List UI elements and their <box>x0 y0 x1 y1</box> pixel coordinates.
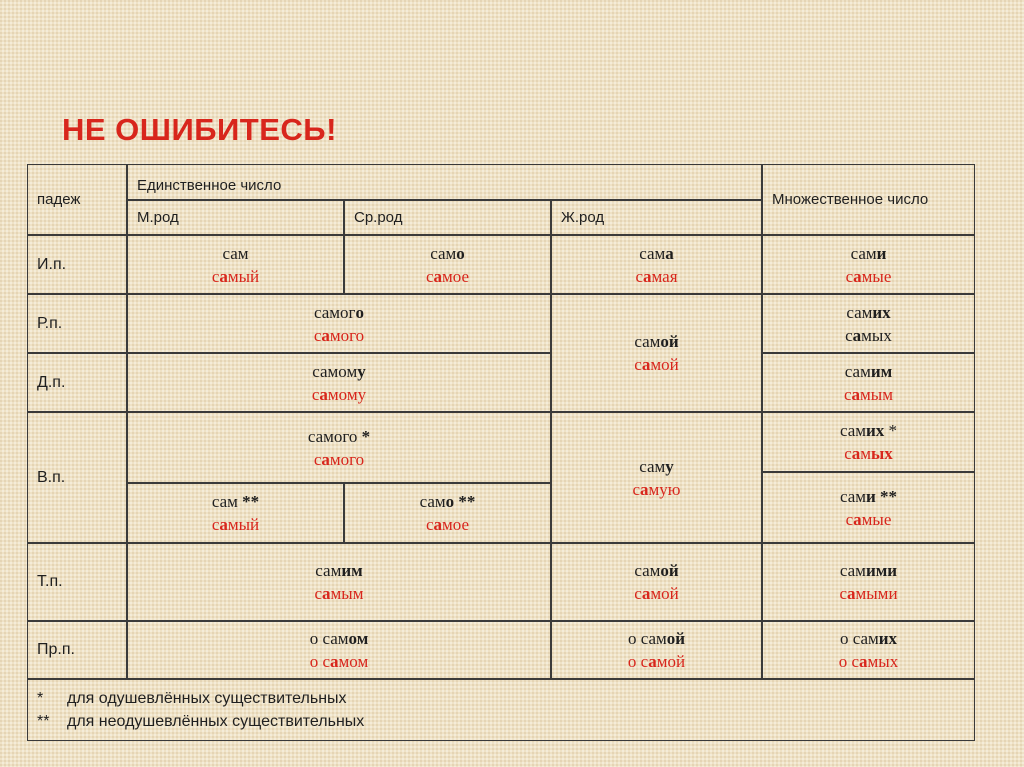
form-cell <box>762 472 975 543</box>
form-sam: самого <box>313 302 365 322</box>
form-samyj: самых <box>844 444 893 463</box>
form-sam: сама <box>639 243 674 263</box>
form-sam: самих <box>846 302 891 322</box>
form-samyj: самая <box>635 266 678 286</box>
header-plural <box>762 164 975 235</box>
case-label: В.п. <box>37 468 66 486</box>
form-samyj: самыми <box>839 584 898 603</box>
case-accusative <box>27 412 127 543</box>
form-samyj: о самой <box>627 652 686 671</box>
form-sam: сам ** <box>211 492 260 511</box>
form-cell <box>127 235 344 294</box>
header-neuter <box>344 200 551 235</box>
page-title: НЕ ОШИБИТЕСЬ! <box>62 112 337 147</box>
form-sam: самому <box>312 361 366 381</box>
declension-table <box>27 164 975 741</box>
form-cell <box>127 294 551 353</box>
form-samyj: самое <box>425 266 470 286</box>
form-samyj: самым <box>844 384 893 404</box>
footnote-symbol: ** <box>37 713 50 730</box>
form-sam: самой <box>634 332 679 351</box>
form-sam: самой <box>634 561 679 580</box>
form-samyj: самое <box>425 515 470 534</box>
form-sam: о самом <box>309 629 369 648</box>
form-sam: сами <box>850 243 887 263</box>
case-label: Р.п. <box>37 314 63 332</box>
form-cell <box>127 543 551 621</box>
footnote-symbol: * <box>37 690 44 707</box>
form-cell <box>551 294 762 412</box>
case-label: Пр.п. <box>37 641 75 658</box>
form-samyj: самых <box>845 325 892 345</box>
form-cell <box>762 543 975 621</box>
form-cell <box>551 412 762 543</box>
form-samyj: самого <box>313 449 365 469</box>
case-genitive <box>27 294 127 353</box>
case-nominative <box>27 235 127 294</box>
form-cell <box>127 621 551 679</box>
case-label: И.п. <box>37 255 67 273</box>
form-sam: самого * <box>307 426 371 446</box>
header-neuter-label: Ср.род <box>354 209 403 226</box>
form-sam: саму <box>639 456 674 476</box>
form-sam: о самих <box>839 629 898 648</box>
footnote-inanimate <box>37 710 364 733</box>
form-sam: самих * <box>839 421 898 440</box>
form-cell <box>762 412 975 472</box>
form-samyj: самого <box>313 325 365 345</box>
footnote-text: для одушевлённых существительных <box>67 690 347 707</box>
form-cell <box>344 483 551 543</box>
header-singular-label: Единственное число <box>137 177 282 194</box>
form-sam: самим <box>844 361 893 381</box>
header-masculine-label: М.род <box>137 209 179 226</box>
form-samyj: самые <box>845 509 892 529</box>
form-cell <box>127 483 344 543</box>
footnote-animate <box>37 687 347 710</box>
form-sam: сам <box>222 243 249 263</box>
form-samyj: о самом <box>309 652 369 671</box>
form-cell <box>762 235 975 294</box>
header-case-label: падеж <box>37 191 81 208</box>
form-cell <box>551 543 762 621</box>
form-sam: о самой <box>627 629 686 648</box>
form-sam: сами ** <box>839 486 898 506</box>
form-samyj: самой <box>634 584 679 603</box>
form-cell <box>551 235 762 294</box>
footnotes <box>27 679 975 741</box>
form-samyj: самому <box>311 384 367 404</box>
form-cell <box>762 621 975 679</box>
form-samyj: самым <box>314 584 364 603</box>
form-cell <box>127 353 551 412</box>
form-samyj: самый <box>211 266 260 286</box>
case-prepositional <box>27 621 127 679</box>
form-sam: само <box>430 243 465 263</box>
form-samyj: о самых <box>838 652 899 671</box>
form-cell <box>344 235 551 294</box>
header-feminine-label: Ж.род <box>561 209 605 226</box>
form-cell <box>762 294 975 353</box>
header-case <box>27 164 127 235</box>
form-samyj: самой <box>634 355 679 374</box>
case-label: Д.п. <box>37 373 66 391</box>
form-cell <box>551 621 762 679</box>
case-instrumental <box>27 543 127 621</box>
footnote-text: для неодушевлённых существительных <box>67 713 365 730</box>
header-masculine <box>127 200 344 235</box>
header-singular <box>127 164 762 200</box>
form-sam: самими <box>839 561 898 580</box>
header-feminine <box>551 200 762 235</box>
form-sam: само ** <box>419 492 476 511</box>
case-dative <box>27 353 127 412</box>
header-plural-label: Множественное число <box>772 191 929 208</box>
case-label: Т.п. <box>37 573 63 590</box>
form-samyj: самый <box>211 515 260 534</box>
form-samyj: самые <box>845 266 892 286</box>
form-samyj: самую <box>632 479 681 499</box>
form-sam: самим <box>315 561 363 580</box>
form-cell <box>762 353 975 412</box>
form-cell <box>127 412 551 483</box>
